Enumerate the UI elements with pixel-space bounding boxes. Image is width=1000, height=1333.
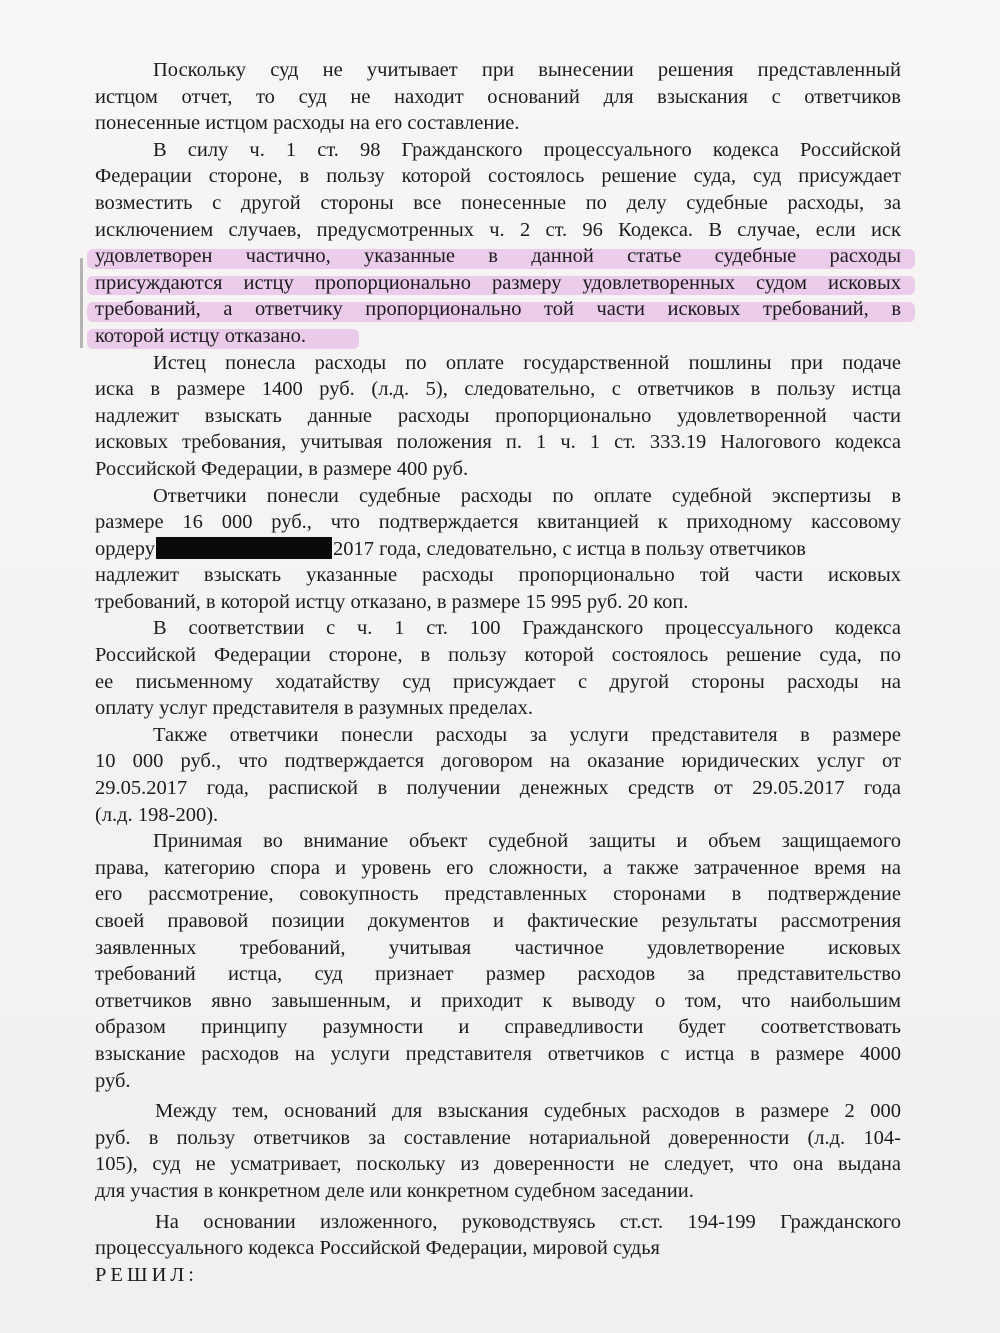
margin-pen-mark — [80, 258, 83, 348]
text-line: Истец понесла расходы по оплате государственной пошлины при подаче — [153, 351, 901, 374]
text-line: размере 16 000 руб., что подтверждается квитанцией к приходному кассовому — [95, 511, 901, 534]
paragraph-article-100 — [95, 615, 901, 721]
text-line: Поскольку суд не учитывает при вынесении решения представленный — [153, 59, 901, 81]
resolution-heading: РЕШИЛ: — [95, 1263, 199, 1286]
text-line: процессуального кодекса Российской Федерации, мировой судья — [95, 1237, 660, 1260]
text-line: заявленных требований, учитывая частичное удовлетворение исковых — [95, 936, 901, 959]
text-line: Российской Федерации стороне, в пользу которой состоялось решение суда, по — [95, 644, 901, 667]
paragraph-representative-costs — [95, 722, 901, 828]
paragraph-article-98 — [95, 137, 901, 350]
text-line: исковых требования, учитывая положения п. 1 ч. 1 ст. 333.19 Налогового кодекса — [95, 431, 901, 454]
text-line: Ответчики понесли судебные расходы по оплате судебной экспертизы в — [153, 484, 901, 507]
text-line: понесенные истцом расходы на его составление. — [95, 112, 520, 135]
text-line: права, категорию спора и уровень его сложности, а также затраченное время на — [95, 856, 901, 879]
text-line: ее письменному ходатайству суд присуждает с другой стороны расходы на — [95, 670, 901, 693]
highlighted-text: присуждаются истцу пропорционально размеру удовлетворенных судом исковых — [95, 271, 901, 294]
paragraph-reasonableness — [95, 828, 901, 1094]
paragraph-expertise-costs — [95, 483, 901, 616]
text-line: 29.05.2017 года, распиской в получении денежных средств от 29.05.2017 года — [95, 777, 901, 800]
highlighted-text-line — [95, 323, 345, 350]
text-line: Между тем, оснований для взыскания судебных расходов в размере 2 000 — [155, 1100, 901, 1123]
paragraph-basis — [95, 1209, 901, 1262]
text-line: руб. в пользу ответчиков за составление нотариальной доверенности (л.д. 104- — [95, 1126, 901, 1149]
highlighted-text: которой истцу отказано. — [95, 324, 307, 347]
text-line: Российской Федерации, в размере 400 руб. — [95, 457, 469, 480]
text-fragment: 2017 года, следовательно, с истца в пользу ответчиков — [333, 537, 806, 560]
text-line: В силу ч. 1 ст. 98 Гражданского процессуального кодекса Российской — [153, 138, 901, 161]
text-line: ответчиков явно завышенным, и приходит к выводу о том, что наибольшим — [95, 989, 901, 1012]
text-line: образом принципу разумности и справедливости будет соответствовать — [95, 1016, 901, 1039]
text-line: взыскание расходов на услуги представителя ответчиков с истца в размере 4000 — [95, 1042, 901, 1065]
text-line: На основании изложенного, руководствуясь ст.ст. 194-199 Гражданского — [155, 1210, 901, 1233]
text-line: возместить с другой стороны все понесенные по делу судебные расходы, за — [95, 191, 901, 214]
paragraph-report-costs — [95, 57, 901, 137]
text-line: Федерации стороне, в пользу которой состоялось решение суда, суд присуждает — [95, 165, 901, 188]
document-body — [95, 57, 901, 1288]
text-line: иска в размере 1400 руб. (л.д. 5), следовательно, с ответчиков в пользу истца — [95, 378, 901, 401]
redaction-block — [156, 537, 332, 559]
text-line: 105), суд не усматривает, поскольку из доверенности не следует, что она выдана — [95, 1153, 901, 1176]
text-line: требований, в которой истцу отказано, в размере 15 995 руб. 20 коп. — [95, 590, 689, 613]
text-line: оплату услуг представителя в разумных пределах. — [95, 697, 533, 720]
text-line: 10 000 руб., что подтверждается договором на оказание юридических услуг от — [95, 750, 901, 773]
text-line: руб. — [95, 1069, 131, 1092]
text-line: своей правовой позиции документов и фактические результаты рассмотрения — [95, 910, 901, 932]
text-line: Также ответчики понесли расходы за услуги представителя в размере — [153, 723, 901, 746]
resolution-heading-row — [95, 1262, 901, 1289]
text-line: надлежит взыскать данные расходы пропорционально удовлетворенной части — [95, 404, 901, 427]
text-line: надлежит взыскать указанные расходы пропорционально той части исковых — [95, 564, 901, 587]
highlighted-text-line — [95, 243, 901, 270]
text-line: (л.д. 198-200). — [95, 803, 219, 826]
highlighted-text-line — [95, 270, 901, 297]
text-line: его рассмотрение, совокупность представленных сторонами в подтверждение — [95, 883, 901, 906]
paragraph-notary-costs — [95, 1098, 901, 1204]
text-line: исключением случаев, предусмотренных ч. 2 ст. 96 Кодекса. В случае, если иск — [95, 218, 901, 241]
highlighted-text: требований, а ответчику пропорционально той части исковых требований, в — [95, 298, 901, 321]
text-fragment: ордеру — [95, 537, 155, 560]
text-line: требований истца, суд признает размер расходов за представительство — [95, 963, 901, 986]
text-line-with-redaction — [95, 536, 901, 563]
text-line: В соответствии с ч. 1 ст. 100 Гражданского процессуального кодекса — [153, 617, 901, 640]
paragraph-state-fee — [95, 350, 901, 483]
text-line: для участия в конкретном деле или конкретном судебном заседании. — [95, 1179, 694, 1202]
text-line: истцом отчет, то суд не находит оснований для взыскания с ответчиков — [95, 85, 901, 108]
text-line: Принимая во внимание объект судебной защиты и объем защищаемого — [153, 830, 901, 853]
highlighted-text: удовлетворен частично, указанные в данной статье судебные расходы — [95, 245, 901, 268]
highlighted-text-line — [95, 296, 901, 323]
